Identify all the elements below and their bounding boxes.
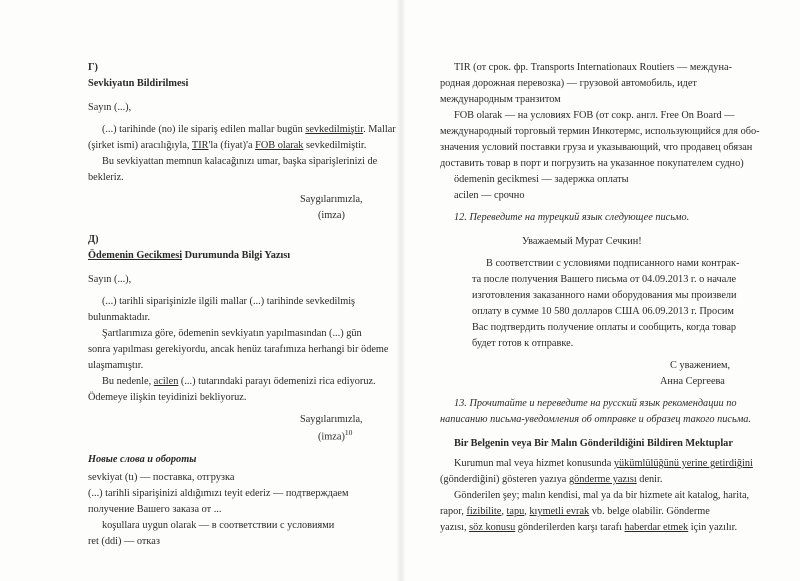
paragraph-line: (...) tarihli siparişinizle ilgili mallar (...) tarihinde sevkedilmiş bbox=[102, 296, 356, 307]
vocab-entry: международный торговый термин Инкотермс, использующийся для обо- bbox=[440, 126, 760, 137]
paragraph-line: sonra yapılması gerekiyordu, ancak henüz tarafımıza herhangi bir ödeme bbox=[88, 344, 389, 355]
paragraph-line: yazısı, söz konusu gönderilerden karşı tarafı haberdar etmek için yazılır. bbox=[440, 522, 738, 533]
vocab-entry: получение Вашего заказа от ... bbox=[88, 504, 222, 515]
section-title: Bir Belgenin veya Bir Malın Gönderildiğini Bildiren Mektuplar bbox=[454, 438, 733, 449]
vocab-entry: TIR (от срок. фр. Transports Internationaux Routiers — междуна- bbox=[454, 62, 732, 73]
paragraph-line: (gönderdiğini) gösteren yazıya gönderme yazısı denir. bbox=[440, 474, 663, 485]
letter-salutation: Уважаемый Мурат Сечкин! bbox=[522, 236, 642, 247]
vocab-entry: значения условий поставки груза и указывающий, что продавец обязан bbox=[440, 142, 753, 153]
paragraph-line: rapor, fizibilite, tapu, kıymetli evrak vb. belge olabilir. Gönderme bbox=[440, 506, 710, 517]
closing: Saygılarımızla, bbox=[300, 194, 363, 205]
vocab-entry: FOB olarak — на условиях FOB (от сокр. англ. Free On Board — bbox=[454, 110, 735, 121]
paragraph-line: bekleriz. bbox=[88, 172, 124, 183]
paragraph-line: Kurumun mal veya hizmet konusunda yükümlülüğünü yerine getirdiğini bbox=[454, 458, 753, 469]
paragraph-line: ulaşmamıştır. bbox=[88, 360, 144, 371]
vocab-entry: (...) tarihli siparişinizi aldığımızı teyit ederiz — подтверждаем bbox=[88, 488, 349, 499]
paragraph-line: Ödemeye ilişkin teyidinizi bekliyoruz. bbox=[88, 392, 247, 403]
letter-title-payment-delay: Ödemenin Gecikmesi Durumunda Bilgi Yazısı bbox=[88, 250, 291, 261]
vocab-entry: международным транзитом bbox=[440, 94, 561, 105]
task-13: 13. Прочитайте и переведите на русский язык рекомендации по bbox=[454, 398, 737, 409]
salutation: Sayın (...), bbox=[88, 102, 132, 113]
salutation: Sayın (...), bbox=[88, 274, 132, 285]
paragraph-line: (...) tarihinde (no) ile sipariş edilen mallar bugün sevkedilmiştir. Mallar bbox=[102, 124, 396, 135]
task-13-cont: написанию письма-уведомления об отправке и образец такого письма. bbox=[440, 414, 751, 425]
letter-line: изготовления заказанного нами оборудования мы произвели bbox=[472, 290, 737, 301]
paragraph-line: bulunmaktadır. bbox=[88, 312, 151, 323]
paragraph-line: Bu sevkiyattan memnun kalacağınızı umar, başka siparişlerinizi de bbox=[102, 156, 378, 167]
signature: (imza)$^{10}$ bbox=[318, 428, 353, 443]
letter-line: В соответствии с условиями подписанного нами контрак- bbox=[486, 258, 740, 269]
letter-closing: С уважением, bbox=[670, 360, 731, 371]
letter-line: Вас подтвердить получение оплаты и сообщить, когда товар bbox=[472, 322, 737, 333]
letter-title-shipment: Sevkiyatın Bildirilmesi bbox=[88, 78, 189, 89]
vocab-entry: доставить товар в порт и погрузить на указанное покупателем судно) bbox=[440, 158, 744, 169]
letter-signature: Анна Сергеева bbox=[660, 376, 725, 387]
paragraph-line: Gönderilen şey; malın kendisi, mal ya da bir hizmete ait katalog, harita, bbox=[454, 490, 750, 501]
section-letter-d: Д) bbox=[88, 234, 99, 245]
section-letter-g: Г) bbox=[88, 62, 98, 73]
paragraph-line: (şirket ismi) aracılığıyla, TIR'la (fiyat)'a FOB olarak sevkedilmiştir. bbox=[88, 140, 367, 151]
paragraph-line: Bu nedenle, acilen (...) tutarındaki parayı ödemenizi rica ediyoruz. bbox=[102, 376, 376, 387]
vocab-entry: koşullara uygun olarak — в соответствии с условиями bbox=[102, 520, 335, 531]
right-page bbox=[402, 0, 800, 581]
left-page bbox=[0, 0, 398, 581]
signature: (imza) bbox=[318, 210, 345, 221]
vocab-entry: ret (ddi) — отказ bbox=[88, 536, 160, 547]
closing: Saygılarımızla, bbox=[300, 414, 363, 425]
letter-line: оплату в сумме 10 580 долларов США 06.09.2013 г. Просим bbox=[472, 306, 734, 317]
letter-line: будет готов к отправке. bbox=[472, 338, 574, 349]
vocab-entry: ödemenin gecikmesi — задержка оплаты bbox=[454, 174, 629, 185]
vocab-entry: родная дорожная перевозка) — грузовой автомобиль, идет bbox=[440, 78, 697, 89]
letter-line: та после получения Вашего письма от 04.09.2013 г. о начале bbox=[472, 274, 737, 285]
vocabulary-title: Новые слова и обороты bbox=[88, 454, 197, 465]
vocab-entry: acilen — срочно bbox=[454, 190, 525, 201]
paragraph-line: Şartlarımıza göre, ödemenin sevkiyatın yapılmasından (...) gün bbox=[102, 328, 362, 339]
task-12: 12. Переведите на турецкий язык следующее письмо. bbox=[454, 212, 690, 223]
vocab-entry: sevkiyat (tı) — поставка, отгрузка bbox=[88, 472, 235, 483]
